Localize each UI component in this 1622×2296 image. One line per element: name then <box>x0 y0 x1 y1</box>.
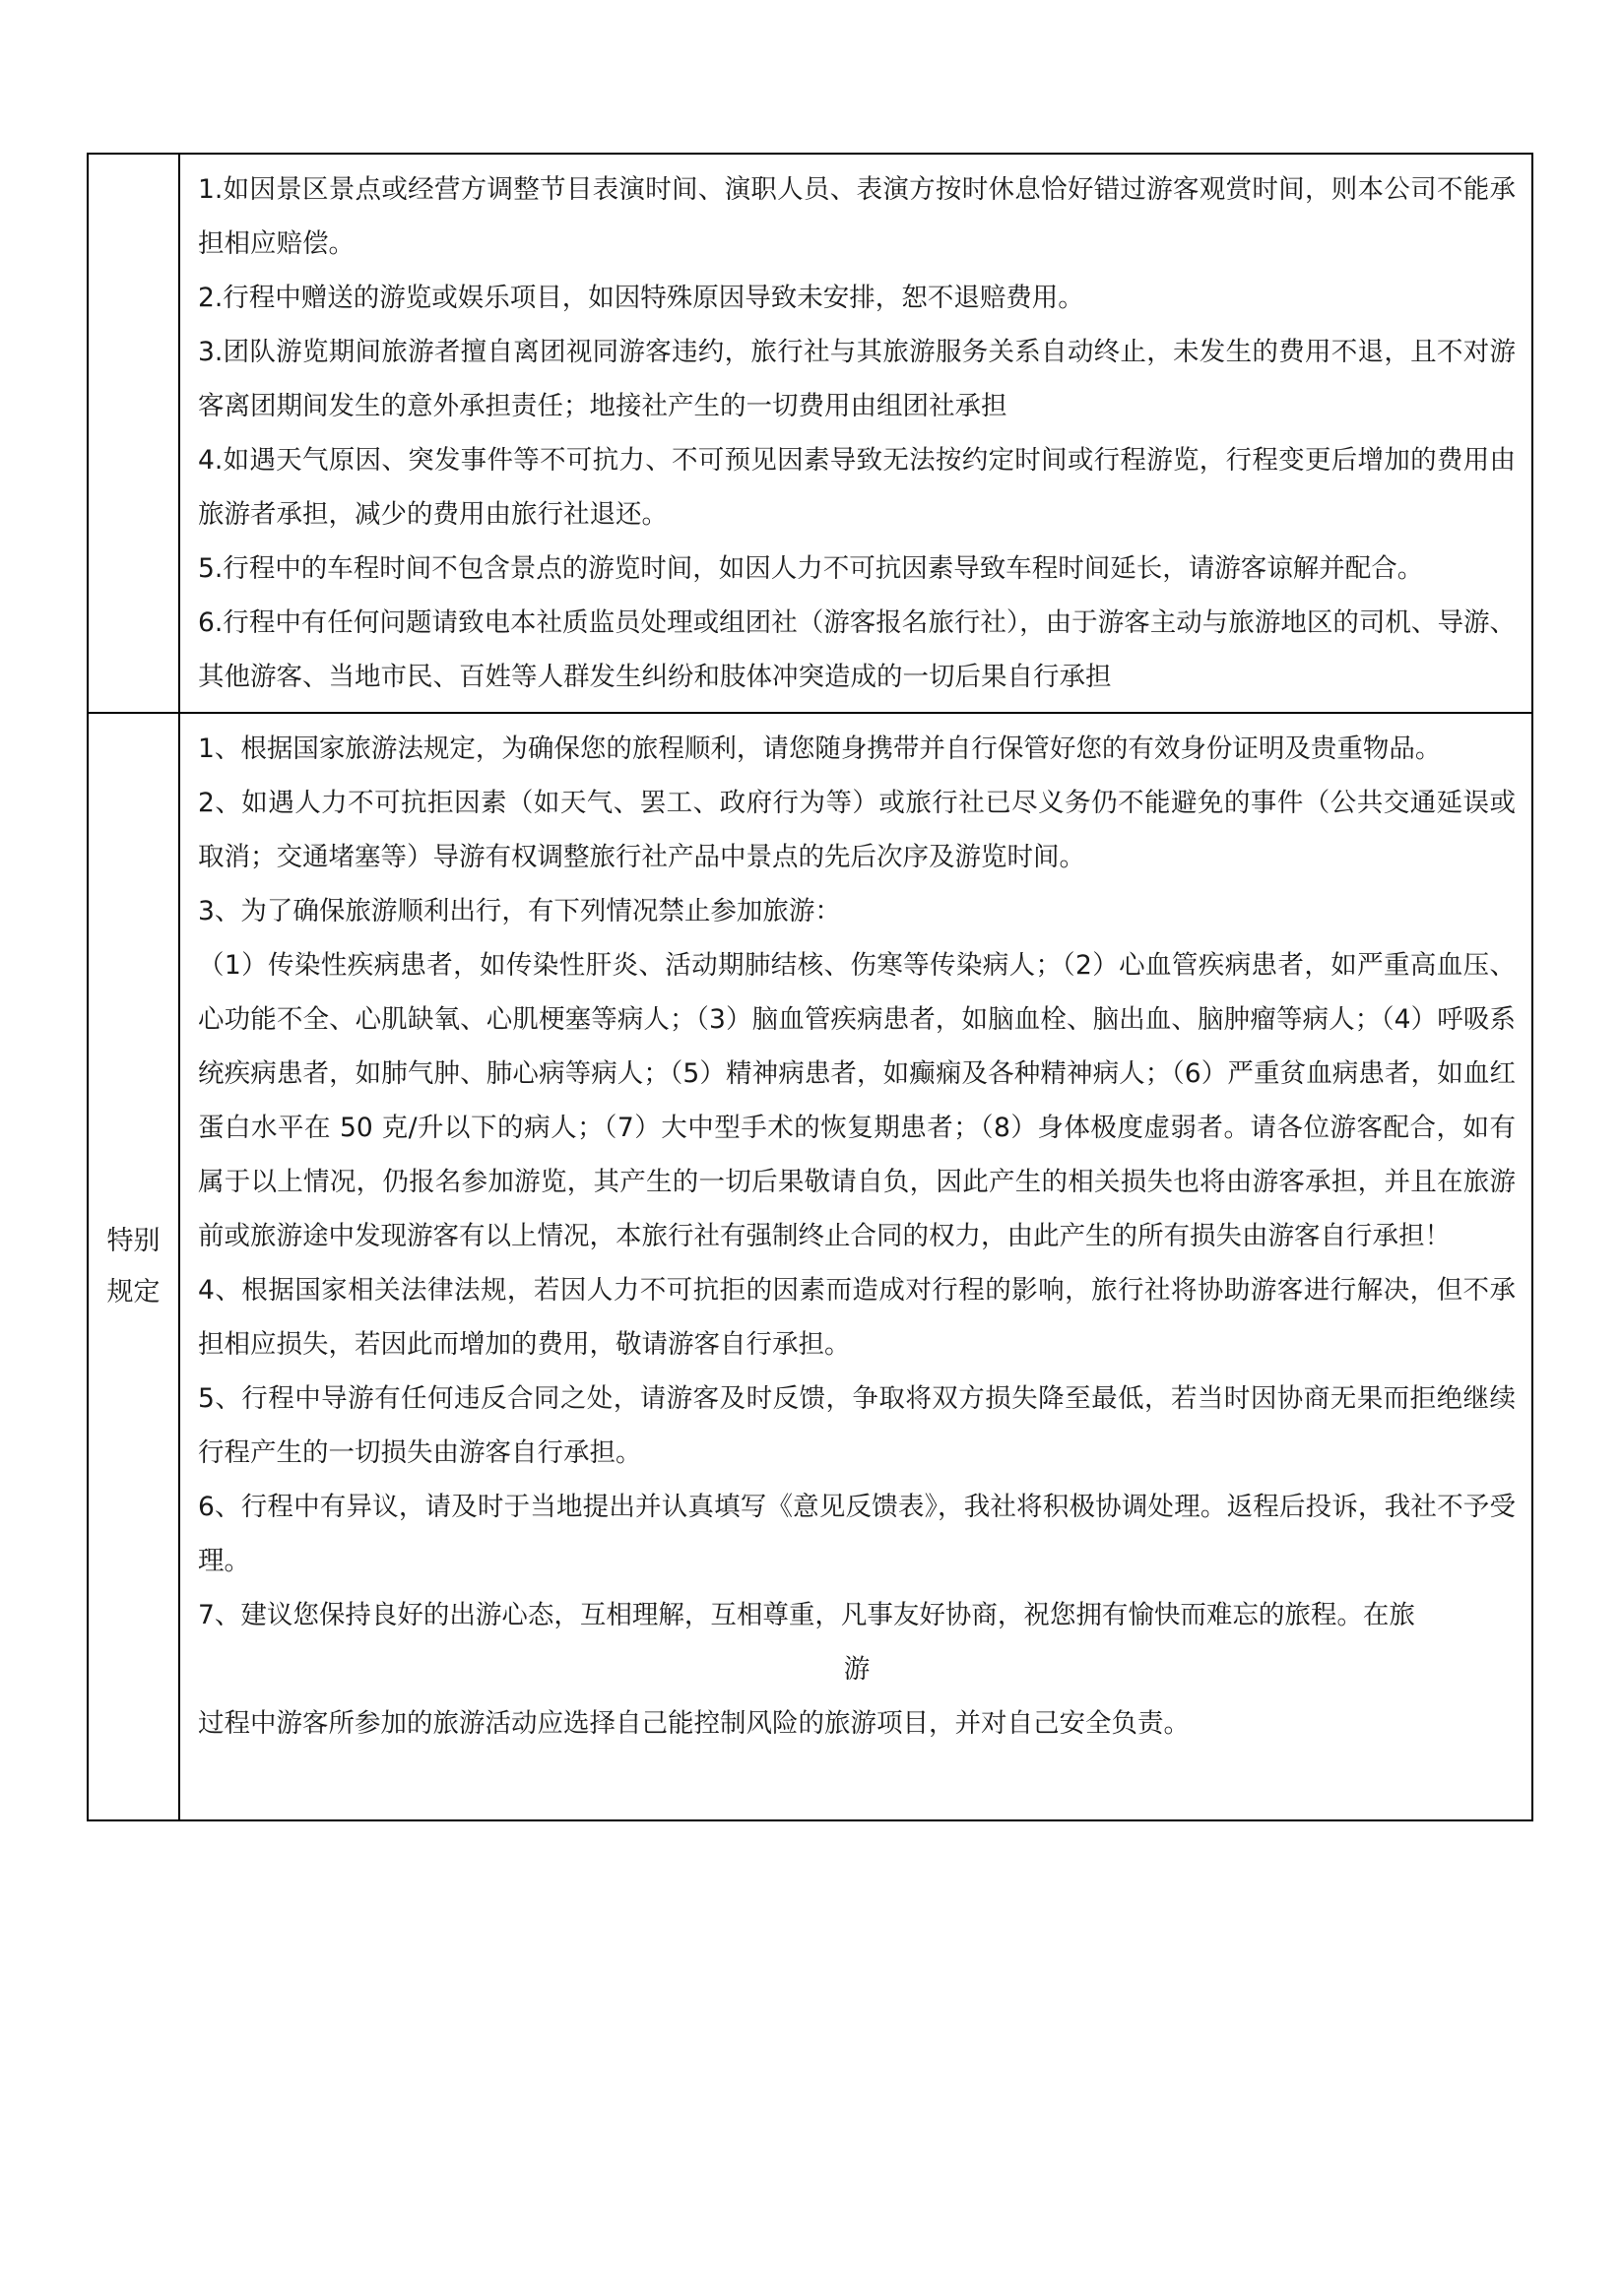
special-rules-label: 特别规定 <box>106 1225 161 1307</box>
special-rule-paragraph: 6、行程中有异议，请及时于当地提出并认真填写《意见反馈表》，我社将积极协调处理。返程后投诉，我社不予受理。 <box>198 1492 1516 1576</box>
notes-paragraph: 5.行程中的车程时间不包含景点的游览时间，如因人力不可抗因素导致车程时间延长，请游客谅解并配合。 <box>198 553 1424 584</box>
special-rule-paragraph: 7、建议您保持良好的出游心态，互相理解，互相尊重，凡事友好协商，祝您拥有愉快而难忘的旅程。在旅 <box>198 1600 1415 1630</box>
notes-paragraph: 3.团队游览期间旅游者擅自离团视同游客违约，旅行社与其旅游服务关系自动终止，未发生的费用不退，且不对游客离团期间发生的意外承担责任；地接社产生的一切费用由组团社承担 <box>198 337 1516 421</box>
terms-table <box>87 153 1533 1821</box>
special-rules-label-cell <box>88 713 179 1820</box>
special-rules-content-cell <box>179 713 1532 1820</box>
notes-paragraph: 4.如遇天气原因、突发事件等不可抗力、不可预见因素导致无法按约定时间或行程游览，行程变更后增加的费用由旅游者承担，减少的费用由旅行社退还。 <box>198 445 1516 530</box>
notes-paragraph: 6.行程中有任何问题请致电本社质监员处理或组团社（游客报名旅行社），由于游客主动与旅游地区的司机、导游、其他游客、当地市民、百姓等人群发生纠纷和肢体冲突造成的一切后果自行承担 <box>198 607 1516 692</box>
row-label-cell <box>88 154 179 713</box>
special-rule-paragraph: 4、根据国家相关法律法规，若因人力不可抗拒的因素而造成对行程的影响，旅行社将协助游客进行解决，但不承担相应损失，若因此而增加的费用，敬请游客自行承担。 <box>198 1275 1516 1360</box>
special-rule-paragraph: 3、为了确保旅游顺利出行，有下列情况禁止参加旅游： <box>198 896 841 926</box>
special-rule-paragraph: 过程中游客所参加的旅游活动应选择自己能控制风险的旅游项目，并对自己安全负责。 <box>198 1708 1190 1739</box>
special-rule-paragraph: 游 <box>843 1654 871 1685</box>
notes-paragraph: 1.如因景区景点或经营方调整节目表演时间、演职人员、表演方按时休息恰好错过游客观赏时间，则本公司不能承担相应赔偿。 <box>198 174 1516 259</box>
table-row-special-rules <box>88 713 1532 1820</box>
special-rule-paragraph: 5、行程中导游有任何违反合同之处，请游客及时反馈，争取将双方损失降至最低，若当时因协商无果而拒绝继续行程产生的一切损失由游客自行承担。 <box>198 1383 1516 1468</box>
notes-content-cell <box>179 154 1532 713</box>
special-rule-paragraph: 2、如遇人力不可抗拒因素（如天气、罢工、政府行为等）或旅行社已尽义务仍不能避免的事件（公共交通延误或取消；交通堵塞等）导游有权调整旅行社产品中景点的先后次序及游览时间。 <box>198 788 1516 872</box>
special-rule-paragraph: （1）传染性疾病患者，如传染性肝炎、活动期肺结核、伤寒等传染病人；（2）心血管疾病患者，如严重高血压、心功能不全、心肌缺氧、心肌梗塞等病人；（3）脑血管疾病患者，如脑血栓、脑出血、脑肿瘤等病人；（4）呼吸系统疾病患者，如肺气肿、肺心病等病人；（5）精神病患者，如癫痫及各种精神病人；（6）严重贫血病患者，如血红蛋白水平在 50 克/升以下的病人；（7）大中型手术的恢复期患者；（8）身体极度虚弱者。请各位游客配合，如有属于以上情况，仍报名参加游览，其产生的一切后果敬请自负，因此产生的相关损失也将由游客承担，并且在旅游前或旅游途中发现游客有以上情况，本旅行社有强制终止合同的权力，由此产生的所有损失由游客自行承担！ <box>198 950 1516 1251</box>
table-row-notes <box>88 154 1532 713</box>
notes-paragraph: 2.行程中赠送的游览或娱乐项目，如因特殊原因导致未安排，恕不退赔费用。 <box>198 283 1084 313</box>
special-rule-paragraph: 1、根据国家旅游法规定，为确保您的旅程顺利，请您随身携带并自行保管好您的有效身份证明及贵重物品。 <box>198 733 1442 764</box>
